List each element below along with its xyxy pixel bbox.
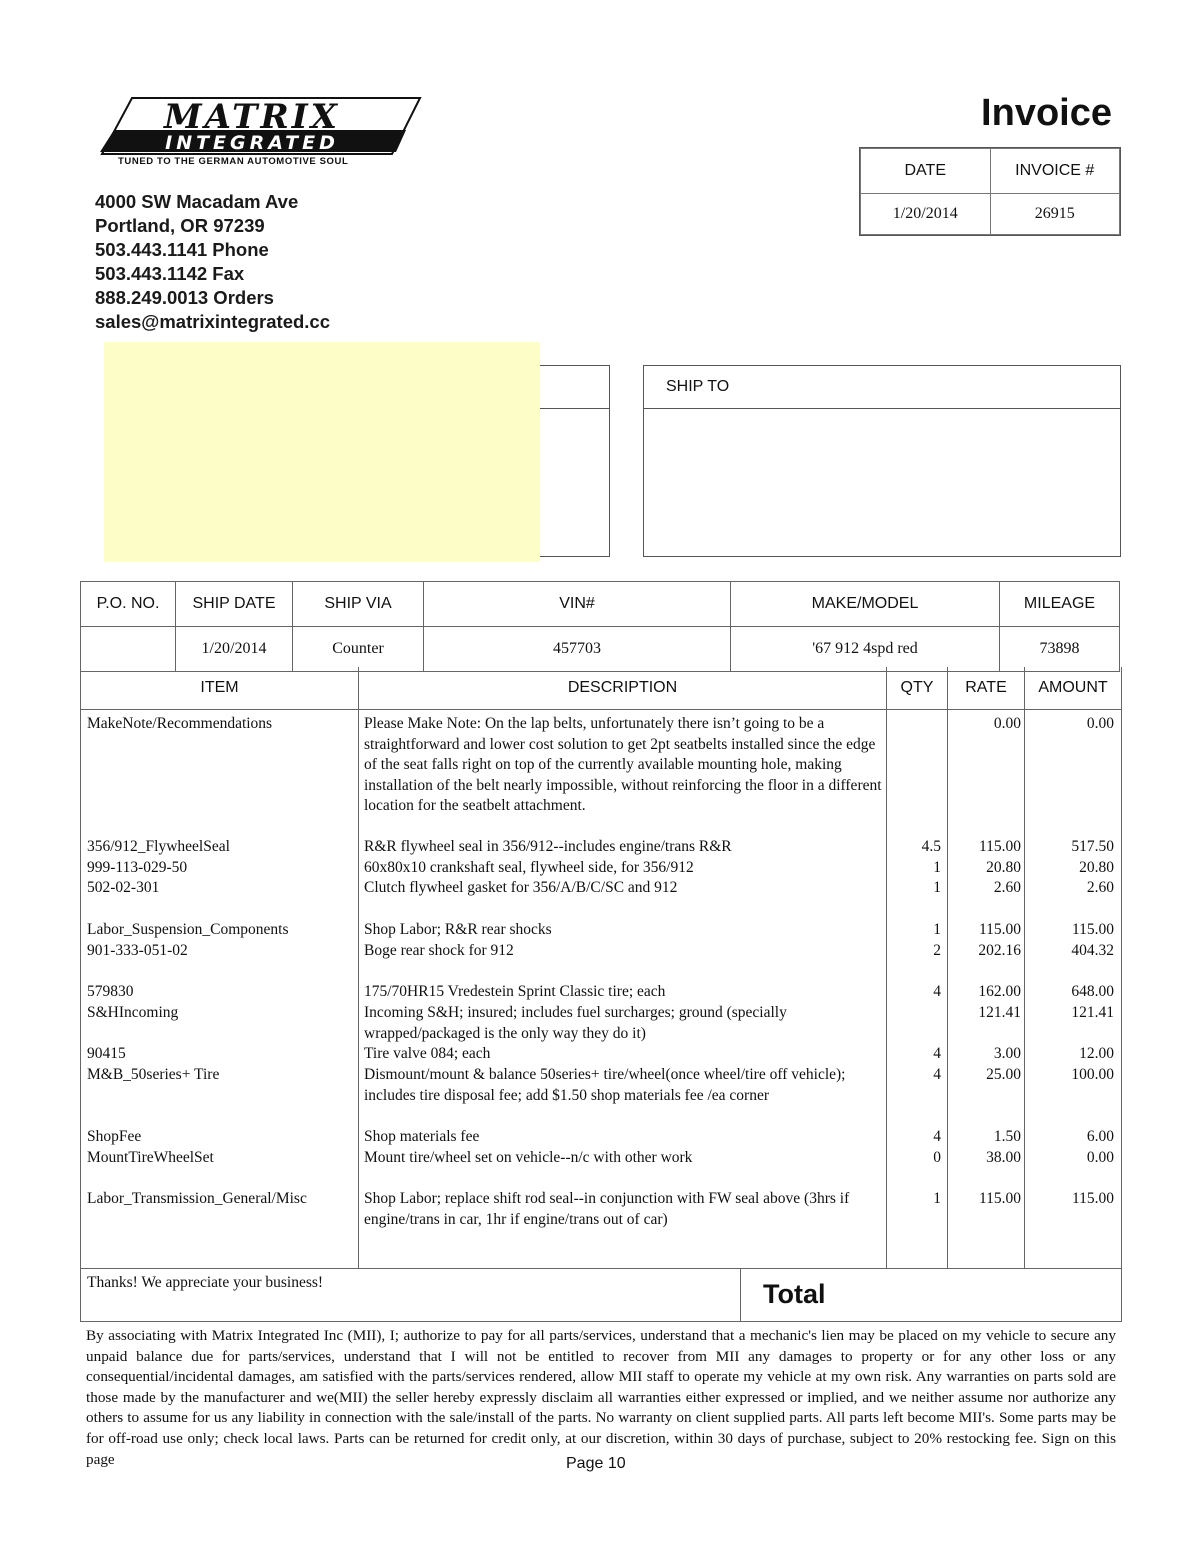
item-description: Boge rear shock for 912	[364, 942, 514, 959]
item-description: R&R flywheel seal in 356/912--includes engine/trans R&R	[364, 838, 732, 855]
item-description: Dismount/mount & balance 50series+ tire/wheel(once wheel/tire off vehicle); includes tire disposal fee; add $1.50 shop materials fee /ea corner	[364, 1066, 846, 1104]
address-line: 4000 SW Macadam Ave	[95, 191, 299, 212]
ship-via-header: SHIP VIA	[293, 582, 424, 627]
item-qty: 4	[933, 1066, 941, 1083]
item-code: 356/912_FlywheelSeal	[87, 838, 230, 855]
item-description: Please Make Note: On the lap belts, unfortunately there isn’t going to be a straightforward and lower cost solution to get 2pt seatbelts installed since the edge of the seat falls right on top of the currently available mounting hole, making installation of the belt nearly impossible, without reinforcing the floor in a different location for the seatbelt attachment.	[364, 715, 882, 815]
item-amount: 404.32	[1071, 942, 1114, 959]
item-qty: 1	[933, 1190, 941, 1207]
page-title: Invoice	[981, 92, 1112, 134]
item-qty: 1	[933, 859, 941, 876]
ship-date-header: SHIP DATE	[176, 582, 293, 627]
line-items-header	[81, 667, 1121, 710]
invoice-footer	[80, 1268, 1122, 1322]
item-description: Shop materials fee	[364, 1128, 480, 1145]
item-code: 90415	[87, 1045, 126, 1062]
item-code: Labor_Suspension_Components	[87, 921, 289, 938]
item-rate: 1.50	[993, 1128, 1021, 1145]
description-header: DESCRIPTION	[567, 679, 678, 696]
fax-line: 503.443.1142 Fax	[95, 263, 245, 284]
item-rate: 2.60	[993, 879, 1021, 896]
item-qty: 4	[933, 983, 941, 1000]
item-description: 175/70HR15 Vredestein Sprint Classic tire; each	[364, 983, 666, 1000]
item-code: Labor_Transmission_General/Misc	[87, 1190, 307, 1207]
date-invoice-box	[859, 147, 1121, 236]
item-amount: 121.41	[1071, 1004, 1114, 1021]
item-code: S&HIncoming	[87, 1004, 179, 1021]
item-amount: 648.00	[1071, 983, 1114, 1000]
item-code: 579830	[87, 983, 134, 1000]
make-model-header: MAKE/MODEL	[731, 582, 1000, 627]
item-amount: 100.00	[1071, 1066, 1114, 1083]
item-code: 901-333-051-02	[87, 942, 188, 959]
mileage-header: MILEAGE	[1000, 582, 1120, 627]
shipment-info-table	[80, 581, 1120, 672]
item-amount: 12.00	[1079, 1045, 1114, 1062]
vin-header: VIN#	[424, 582, 731, 627]
vin-value: 457703	[424, 627, 731, 672]
item-header: ITEM	[200, 679, 239, 696]
item-amount: 517.50	[1071, 838, 1114, 855]
item-rate: 115.00	[978, 921, 1021, 938]
po-number-value	[81, 627, 176, 672]
item-qty: 1	[933, 879, 941, 896]
company-address	[95, 190, 330, 334]
total-label: Total	[763, 1279, 826, 1309]
date-label: DATE	[861, 149, 991, 194]
orders-line: 888.249.0013 Orders	[95, 287, 274, 308]
item-code: M&B_50series+ Tire	[87, 1066, 220, 1083]
item-rate: 0.00	[993, 715, 1021, 732]
ship-to-box	[643, 365, 1121, 557]
item-description: 60x80x10 crankshaft seal, flywheel side, for 356/912	[364, 859, 694, 876]
item-rate: 202.16	[978, 942, 1021, 959]
logo-text-top: MATRIX	[164, 97, 340, 137]
item-qty: 4	[933, 1045, 941, 1062]
item-description: Tire valve 084; each	[364, 1045, 491, 1062]
mileage-value: 73898	[1000, 627, 1120, 672]
item-amount: 115.00	[1071, 921, 1114, 938]
item-code: MountTireWheelSet	[87, 1149, 214, 1166]
item-description: Mount tire/wheel set on vehicle--n/c with other work	[364, 1149, 693, 1166]
item-amount: 6.00	[1086, 1128, 1114, 1145]
item-description: Shop Labor; replace shift rod seal--in conjunction with FW seal above (3hrs if engine/trans in car, 1hr if engine/trans out of car)	[364, 1190, 850, 1228]
item-rate: 25.00	[986, 1066, 1021, 1083]
rate-header: RATE	[965, 679, 1007, 696]
item-amount: 2.60	[1086, 879, 1114, 896]
item-qty: 2	[933, 942, 941, 959]
line-items-table	[80, 667, 1122, 1269]
item-qty: 4	[933, 1128, 941, 1145]
item-description: Clutch flywheel gasket for 356/A/B/C/SC and 912	[364, 879, 678, 896]
address-line: Portland, OR 97239	[95, 215, 265, 236]
ship-date-value: 1/20/2014	[176, 627, 293, 672]
invoice-number-label: INVOICE #	[990, 149, 1120, 194]
page-number: Page 10	[566, 1455, 626, 1472]
redaction-sticker	[104, 342, 540, 562]
make-model-value: '67 912 4spd red	[731, 627, 1000, 672]
item-rate: 115.00	[978, 838, 1021, 855]
item-description: Shop Labor; R&R rear shocks	[364, 921, 552, 938]
item-rate: 115.00	[978, 1190, 1021, 1207]
thanks-message: Thanks! We appreciate your business!	[87, 1274, 324, 1291]
invoice-number: 26915	[990, 194, 1120, 235]
ship-to-label: SHIP TO	[644, 366, 1120, 409]
item-rate: 3.00	[993, 1045, 1021, 1062]
item-code: MakeNote/Recommendations	[87, 715, 273, 732]
item-qty: 0	[933, 1149, 941, 1166]
company-tagline: TUNED TO THE GERMAN AUTOMOTIVE SOUL	[118, 156, 349, 167]
item-amount: 0.00	[1086, 715, 1114, 732]
invoice-date: 1/20/2014	[861, 194, 991, 235]
item-qty: 1	[933, 921, 941, 938]
item-rate: 162.00	[978, 983, 1021, 1000]
item-code: 502-02-301	[87, 879, 160, 896]
terms-paragraph: By associating with Matrix Integrated Inc (MII), I; authorize to pay for all parts/services, understand that a mechanic's lien may be placed on my vehicle to secure any unpaid balance due for parts/services, understand that I will not be entitled to recover from MII any damages to property or for any other loss or any consequential/incidental damages, am satisfied with the parts/services rendered, allow MII staff to operate my vehicle at my own risk. Any warranties on parts sold are those made by the manufacturer and we(MII) the seller hereby expressly disclaim all warranties either expressed or implied, and we neither assume nor authorize any others to assume for us any liability in connection with the sale/install of the parts. No warranty on client supplied parts. All parts left become MII's. Some parts may be for off-road use only; check local laws. Parts can be returned for credit only, at our discretion, within 30 days of purchase, subject to 20% restocking fee. Sign on this page	[86, 1327, 1116, 1468]
qty-header: QTY	[900, 679, 934, 696]
item-description: Incoming S&H; insured; includes fuel surcharges; ground (specially wrapped/packaged is the only way they do it)	[364, 1004, 787, 1042]
po-number-header: P.O. NO.	[81, 582, 176, 627]
item-rate: 121.41	[978, 1004, 1021, 1021]
item-qty: 4.5	[921, 838, 941, 855]
total-cell	[740, 1269, 1122, 1321]
item-rate: 38.00	[986, 1149, 1021, 1166]
item-amount: 20.80	[1079, 859, 1114, 876]
item-code: 999-113-029-50	[87, 859, 188, 876]
logo-text-bottom: INTEGRATED	[165, 132, 339, 154]
item-rate: 20.80	[986, 859, 1021, 876]
ship-via-value: Counter	[293, 627, 424, 672]
phone-line: 503.443.1141 Phone	[95, 239, 269, 260]
item-amount: 0.00	[1086, 1149, 1114, 1166]
item-code: ShopFee	[87, 1128, 142, 1145]
amount-header: AMOUNT	[1038, 679, 1108, 696]
item-amount: 115.00	[1071, 1190, 1114, 1207]
email-line: sales@matrixintegrated.cc	[95, 311, 331, 332]
